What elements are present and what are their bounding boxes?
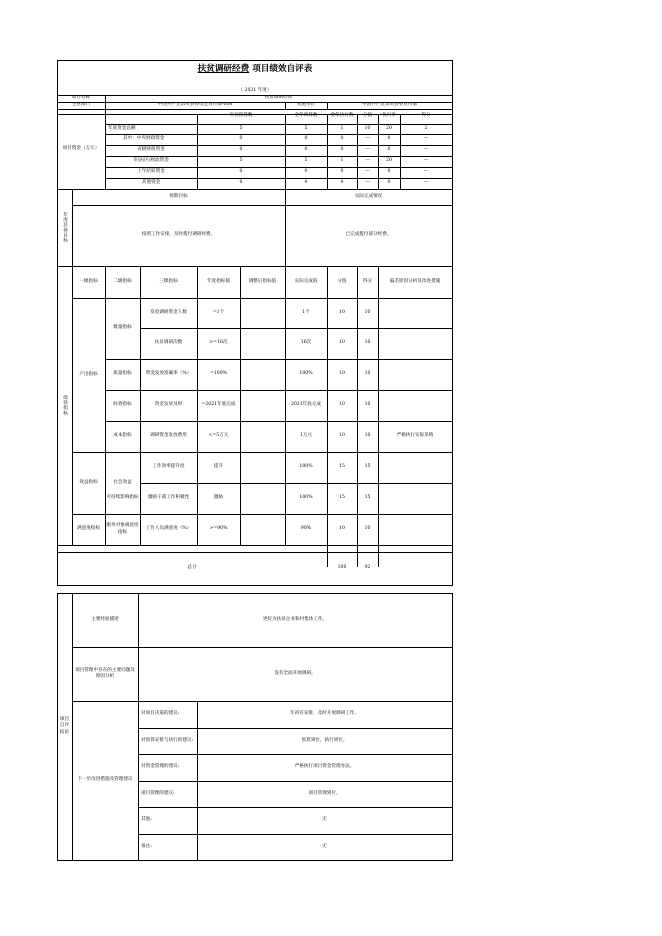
suggestion-label: 其他: [141, 817, 152, 823]
ind-got: 10 [364, 526, 371, 532]
funds-cell: — [365, 158, 370, 164]
funds-cell: 0 [387, 180, 391, 186]
experience-text: 更好为扶贫企业和村集体工作。 [262, 616, 328, 622]
ind-adjusted [240, 390, 285, 421]
funds-cell: 0 [239, 169, 243, 175]
ind-got: 15 [364, 495, 371, 501]
ind-adjusted [240, 328, 285, 359]
ind-l2-cost: 成本指标 [113, 433, 132, 439]
funds-header-initial: 年初预算数 [229, 113, 253, 119]
funds-cell: 5 [304, 158, 308, 164]
ind-header-got: 得分 [362, 278, 373, 284]
ind-l3: 资金发放及时 [154, 402, 183, 408]
ind-header-actual: 实际完成值 [294, 278, 318, 284]
funds-cell: — [365, 136, 370, 142]
dept-label: 主管部门 [71, 102, 91, 108]
ind-l2-quality: 质量指标 [113, 371, 132, 377]
goals-side-label: 年度总体目标 [62, 212, 68, 243]
funds-cell: 5 [239, 125, 243, 131]
ind-reason [378, 359, 452, 390]
funds-cell: 0 [387, 147, 391, 153]
funds-cell: 20 [386, 158, 392, 164]
ind-target: 激励 [213, 495, 224, 501]
ind-got: 15 [364, 464, 371, 470]
funds-header-got: 得分 [421, 113, 431, 119]
funds-cell: — [365, 147, 370, 153]
ind-actual: 90% [300, 526, 312, 532]
funds-cell: 0 [304, 180, 308, 186]
suggestion-value: 项目管理到位。 [308, 790, 341, 796]
impl-label: 实施单位 [296, 102, 316, 108]
funds-cell: 0 [239, 180, 243, 186]
suggestion-value: 严格执行项目资金管理办法。 [294, 764, 355, 770]
funds-cell: — [423, 147, 429, 153]
funds-header-rate: 执行率 [382, 113, 396, 119]
dept-value: 中国共产党余庆县委员会宣传部-008 [157, 102, 233, 108]
ind-score: 10 [339, 526, 345, 532]
total-got: 92 [364, 565, 371, 571]
funds-row-label: 市县(区)财政资金 [133, 158, 169, 164]
ind-got: 10 [364, 402, 371, 408]
funds-cell: — [365, 169, 370, 175]
goals-actual-text: 已完成拨付部分经费。 [345, 232, 392, 238]
ind-header-l1: 一级指标 [79, 278, 98, 284]
funds-group-label: 项目资金（万元） [62, 145, 100, 151]
ind-score: 15 [339, 464, 345, 470]
goals-expected-label: 预期目标 [169, 193, 188, 199]
suggestion-label: 备注: [141, 843, 152, 849]
suggestion-value: 年初有安排，及时开展调研工作。 [290, 711, 359, 717]
funds-header-executed: 全年执行数 [330, 113, 354, 119]
ind-l1-output: 产出指标 [79, 371, 98, 377]
ind-l3: 工作效率提升度 [152, 464, 185, 470]
ind-adjusted [240, 298, 285, 328]
project-name-value: 扶贫调研经费 [264, 95, 293, 101]
ind-score: 10 [339, 402, 345, 408]
funds-row-label: 上年结转资金 [137, 169, 165, 175]
funds-header-score: 分值 [362, 113, 373, 119]
suggestion-label: 对项目决策的建议: [141, 711, 180, 717]
funds-cell: — [365, 180, 370, 186]
funds-cell: 0 [340, 169, 344, 175]
funds-header-annual: 全年预算数 [294, 113, 318, 119]
page-title [57, 62, 453, 74]
funds-cell: 1 [340, 158, 344, 164]
funds-cell: — [423, 180, 429, 186]
ind-header-reason: 偏差原因分析及改进措施 [389, 278, 441, 284]
funds-cell: 5 [239, 158, 243, 164]
total-score: 100 [337, 565, 347, 571]
ind-header-target: 年度指标值 [207, 278, 230, 284]
ind-score: 10 [339, 340, 345, 346]
funds-cell: 10 [364, 125, 371, 131]
next-steps-label: 下一步改进措施及管理建议 [77, 777, 133, 783]
funds-cell: 0 [340, 147, 344, 153]
ind-actual: 1个 [302, 309, 310, 315]
title-project-name: 扶贫调研经费 [197, 64, 250, 74]
ind-got: 10 [364, 340, 371, 346]
ind-l2-quantity: 数量指标 [113, 325, 132, 331]
funds-cell: 0 [304, 169, 308, 175]
funds-cell: 0 [239, 136, 243, 142]
ind-target: >=16次 [209, 340, 228, 346]
ind-target: =2021年底完成 [201, 402, 236, 408]
funds-row-label: 省级财政资金 [137, 147, 165, 153]
ind-target: <=5万元 [208, 433, 229, 439]
funds-cell: 20 [386, 125, 392, 131]
ind-l3: 扶贫调研次数 [154, 340, 183, 346]
ind-reason [378, 390, 452, 421]
ind-l3: 资金发放准确率（%） [145, 371, 192, 377]
ind-l3: 调研资金发放费用 [150, 433, 187, 439]
ind-adjusted [240, 359, 285, 390]
project-name-label: 项目名称 [71, 95, 91, 101]
funds-cell: 0 [340, 180, 344, 186]
ind-adjusted [240, 483, 285, 514]
ind-score: 10 [339, 371, 345, 377]
ind-l3: 工作人员满意度（%） [145, 526, 192, 532]
suggestion-value: 预算到位，执行到位。 [301, 737, 348, 743]
indicators-side-label: 绩效指标 [62, 395, 68, 416]
ind-actual: 2021年底完成 [290, 402, 322, 408]
funds-cell: 2 [424, 125, 428, 131]
problems-label: 项目管理中存在的主要问题及原因分析 [75, 667, 135, 679]
ind-header-l2: 二级指标 [113, 278, 132, 284]
suggestion-label: 对资金管理的建议: [141, 764, 180, 770]
ind-l2-timeliness: 时效指标 [113, 402, 132, 408]
title-suffix: 项目绩效自评表 [249, 64, 313, 74]
ind-actual: 100% [299, 464, 313, 470]
ind-l2-social: 社会效益 [113, 479, 132, 485]
funds-cell: 0 [340, 136, 344, 142]
ind-l1-satisfaction: 满意度指标 [77, 526, 100, 532]
ind-score: 10 [339, 309, 345, 315]
ind-got: 10 [364, 433, 371, 439]
suggestion-label: 对预算安排与执行的建议: [141, 737, 194, 743]
ind-target: 提升 [213, 464, 224, 470]
impl-value: 中国共产党余庆县委宣传部 [361, 102, 418, 108]
conclusion-side-label: 项目自评结论 [59, 717, 70, 735]
funds-row-label: 年度资金总额 [108, 125, 136, 131]
ind-reason [378, 514, 452, 545]
funds-cell: 0 [304, 136, 308, 142]
ind-l3: 发放调研资金人数 [150, 309, 187, 315]
funds-cell: 5 [304, 125, 308, 131]
ind-actual: 100% [299, 495, 313, 501]
ind-actual: 1万元 [299, 433, 313, 439]
ind-l2-service-satisfaction: 服务对象满意度指标 [106, 523, 139, 535]
ind-target: =100% [210, 371, 227, 377]
funds-cell: — [423, 158, 429, 164]
year-line: （ 2021 年度） [238, 88, 272, 93]
ind-adjusted [240, 514, 285, 545]
ind-target: =1个 [212, 309, 225, 315]
ind-l2-sustainable: 可持续影响指标 [106, 495, 139, 501]
goals-expected-text: 按照工作安排，及时拨付调研经费。 [141, 232, 216, 238]
ind-adjusted [240, 421, 285, 452]
ind-actual: 100% [299, 371, 313, 377]
funds-cell: 1 [340, 125, 344, 131]
suggestion-label: 项目管理的建议: [141, 790, 175, 796]
funds-cell: 0 [387, 169, 391, 175]
ind-reason [378, 452, 452, 483]
problems-text: 没有全面开展调研。 [274, 670, 316, 676]
ind-adjusted [240, 452, 285, 483]
ind-header-adjusted: 调整后指标值 [248, 278, 277, 284]
ind-score: 10 [339, 433, 345, 439]
ind-header-l3: 三级指标 [159, 278, 178, 284]
ind-header-score: 分值 [337, 278, 347, 284]
goals-actual-label: 实际完成情况 [354, 193, 383, 199]
funds-cell: 0 [304, 147, 308, 153]
funds-cell: — [423, 136, 429, 142]
ind-reason: 严格执行实际采购 [396, 433, 434, 439]
funds-row-label: 其中：中央财政资金 [123, 136, 165, 142]
experience-label: 主要经验描述 [91, 616, 119, 622]
funds-cell: — [423, 169, 429, 175]
ind-l1-benefit: 效益指标 [79, 479, 98, 485]
funds-cell: 0 [387, 136, 391, 142]
ind-reason [378, 483, 452, 514]
ind-l3: 激励干部工作积极性 [147, 495, 190, 501]
ind-actual: 16次 [300, 340, 312, 346]
ind-got: 10 [364, 309, 371, 315]
suggestion-value: 无 [322, 817, 327, 823]
funds-cell: 0 [239, 147, 243, 153]
ind-reason [378, 298, 452, 328]
ind-score: 15 [339, 495, 345, 501]
ind-reason [378, 328, 452, 359]
funds-row-label: 其他资金 [141, 180, 161, 186]
total-label: 总分 [187, 565, 197, 571]
suggestion-value: 无 [322, 843, 327, 849]
ind-target: >=90% [209, 526, 228, 532]
ind-got: 10 [364, 371, 371, 377]
